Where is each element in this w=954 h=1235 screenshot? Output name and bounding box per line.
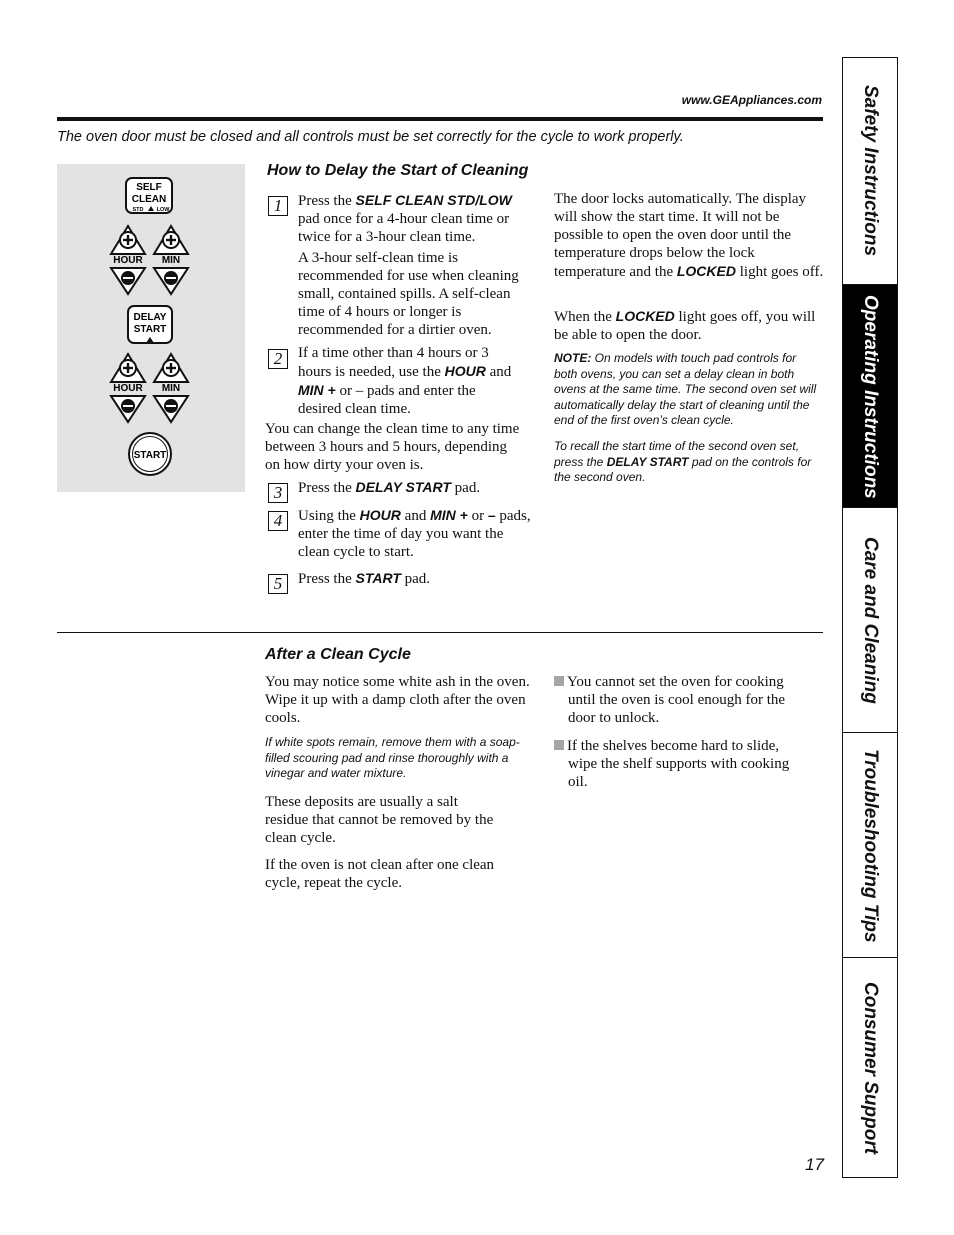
hour-label: HOUR bbox=[113, 383, 143, 394]
delay-cleaning-heading: How to Delay the Start of Cleaning bbox=[267, 162, 529, 179]
white-ash-text: You may notice some white ash in the oven. Wipe it up with a damp cloth after the oven cools. bbox=[265, 674, 530, 726]
bullet-cool-door: You cannot set the oven for cooking until the oven is cool enough for the door to unlock. bbox=[554, 673, 814, 727]
locked-light-text: When the LOCKED light goes off, you will be able to open the door. bbox=[554, 308, 816, 343]
website-url: www.GEAppliances.com bbox=[681, 93, 822, 107]
step-1-subtext: A 3-hour self-clean time is recommended for use when cleaning small, contained spills. A self-clean time of 4 hours or longer is recommended for a dirtier oven. bbox=[298, 250, 519, 338]
low-label: LOW bbox=[156, 207, 170, 213]
min-label: MIN bbox=[161, 255, 181, 266]
white-spots-note: If white spots remain, remove them with a soap-filled scouring pad and rinse thoroughly with a vinegar and water mixture. bbox=[265, 735, 520, 780]
section-divider bbox=[57, 632, 823, 633]
salt-residue-text: These deposits are usually a salt residue that cannot be removed by the clean cycle. bbox=[265, 794, 494, 846]
square-bullet-icon bbox=[554, 676, 564, 686]
std-label: STD bbox=[132, 207, 144, 213]
recall-start-time-note: To recall the start time of the second oven set, press the DELAY START pad on the controls for the second oven. bbox=[554, 439, 812, 484]
tab-safety-instructions[interactable]: Safety Instructions bbox=[860, 85, 881, 257]
change-clean-time-text: You can change the clean time to any time between 3 hours and 5 hours, depending on how dirty your oven is. bbox=[265, 421, 520, 473]
self-clean-pad bbox=[126, 178, 172, 213]
step-number-3: 3 bbox=[268, 483, 288, 503]
step-3-text: Press the DELAY START pad. bbox=[298, 479, 481, 496]
step-1-text: Press the SELF CLEAN STD/LOW pad once for a 4-hour clean time or twice for a 3-hour clean time. bbox=[298, 192, 512, 245]
two-oven-note: NOTE: On models with touch pad controls for both ovens, you can set a delay clean in both ovens at the same time. The second oven set will automatically delay the start of cleaning until the end of the first oven’s clean cycle. bbox=[554, 351, 817, 427]
step-number-2: 2 bbox=[268, 349, 288, 369]
top-rule bbox=[57, 117, 823, 121]
hour-min-pads-bottom bbox=[111, 354, 188, 422]
self-clean-label-1: SELF bbox=[136, 182, 162, 193]
step-number-4: 4 bbox=[268, 511, 288, 531]
step-4-text: Using the HOUR and MIN + or – pads, enter the time of day you want the clean cycle to start. bbox=[298, 507, 531, 560]
start-pad-label: START bbox=[133, 450, 167, 461]
bullet-shelves: If the shelves become hard to slide, wipe the shelf supports with cooking oil. bbox=[554, 737, 799, 791]
start-label: START bbox=[133, 324, 167, 335]
door-locks-text: The door locks automatically. The display will show the start time. It will not be possible to open the oven door until the temperature drops below the lock temperature and the LOCKED light goes off. bbox=[554, 191, 824, 280]
start-pad bbox=[129, 433, 171, 475]
control-panel-illustration bbox=[57, 164, 245, 492]
step-number-1: 1 bbox=[268, 196, 288, 216]
tab-operating-instructions[interactable]: Operating Instructions bbox=[843, 284, 897, 508]
square-bullet-icon bbox=[554, 740, 564, 750]
section-tabs-sidebar bbox=[842, 57, 898, 1178]
step-2-text: If a time other than 4 hours or 3 hours is needed, use the HOUR and MIN + or – pads and enter the desired clean time. bbox=[298, 345, 512, 417]
cycle-warning-banner: The oven door must be closed and all controls must be set correctly for the cycle to work properly. bbox=[57, 129, 684, 145]
page-number: 17 bbox=[805, 1155, 824, 1174]
step-number-5: 5 bbox=[268, 574, 288, 594]
repeat-cycle-text: If the oven is not clean after one clean cycle, repeat the cycle. bbox=[265, 857, 495, 891]
tab-consumer-support[interactable]: Consumer Support bbox=[843, 957, 897, 1178]
delay-label: DELAY bbox=[133, 312, 167, 323]
min-label: MIN bbox=[161, 383, 181, 394]
tab-care-and-cleaning[interactable]: Care and Cleaning bbox=[843, 507, 897, 733]
after-clean-cycle-heading: After a Clean Cycle bbox=[265, 646, 411, 663]
self-clean-label-2: CLEAN bbox=[131, 194, 167, 205]
control-pads-diagram bbox=[57, 164, 245, 492]
delay-start-pad bbox=[128, 306, 172, 343]
tab-troubleshooting-tips[interactable]: Troubleshooting Tips bbox=[843, 732, 897, 958]
step-5-text: Press the START pad. bbox=[298, 570, 431, 587]
hour-min-pads-top bbox=[111, 226, 188, 294]
hour-label: HOUR bbox=[113, 255, 143, 266]
